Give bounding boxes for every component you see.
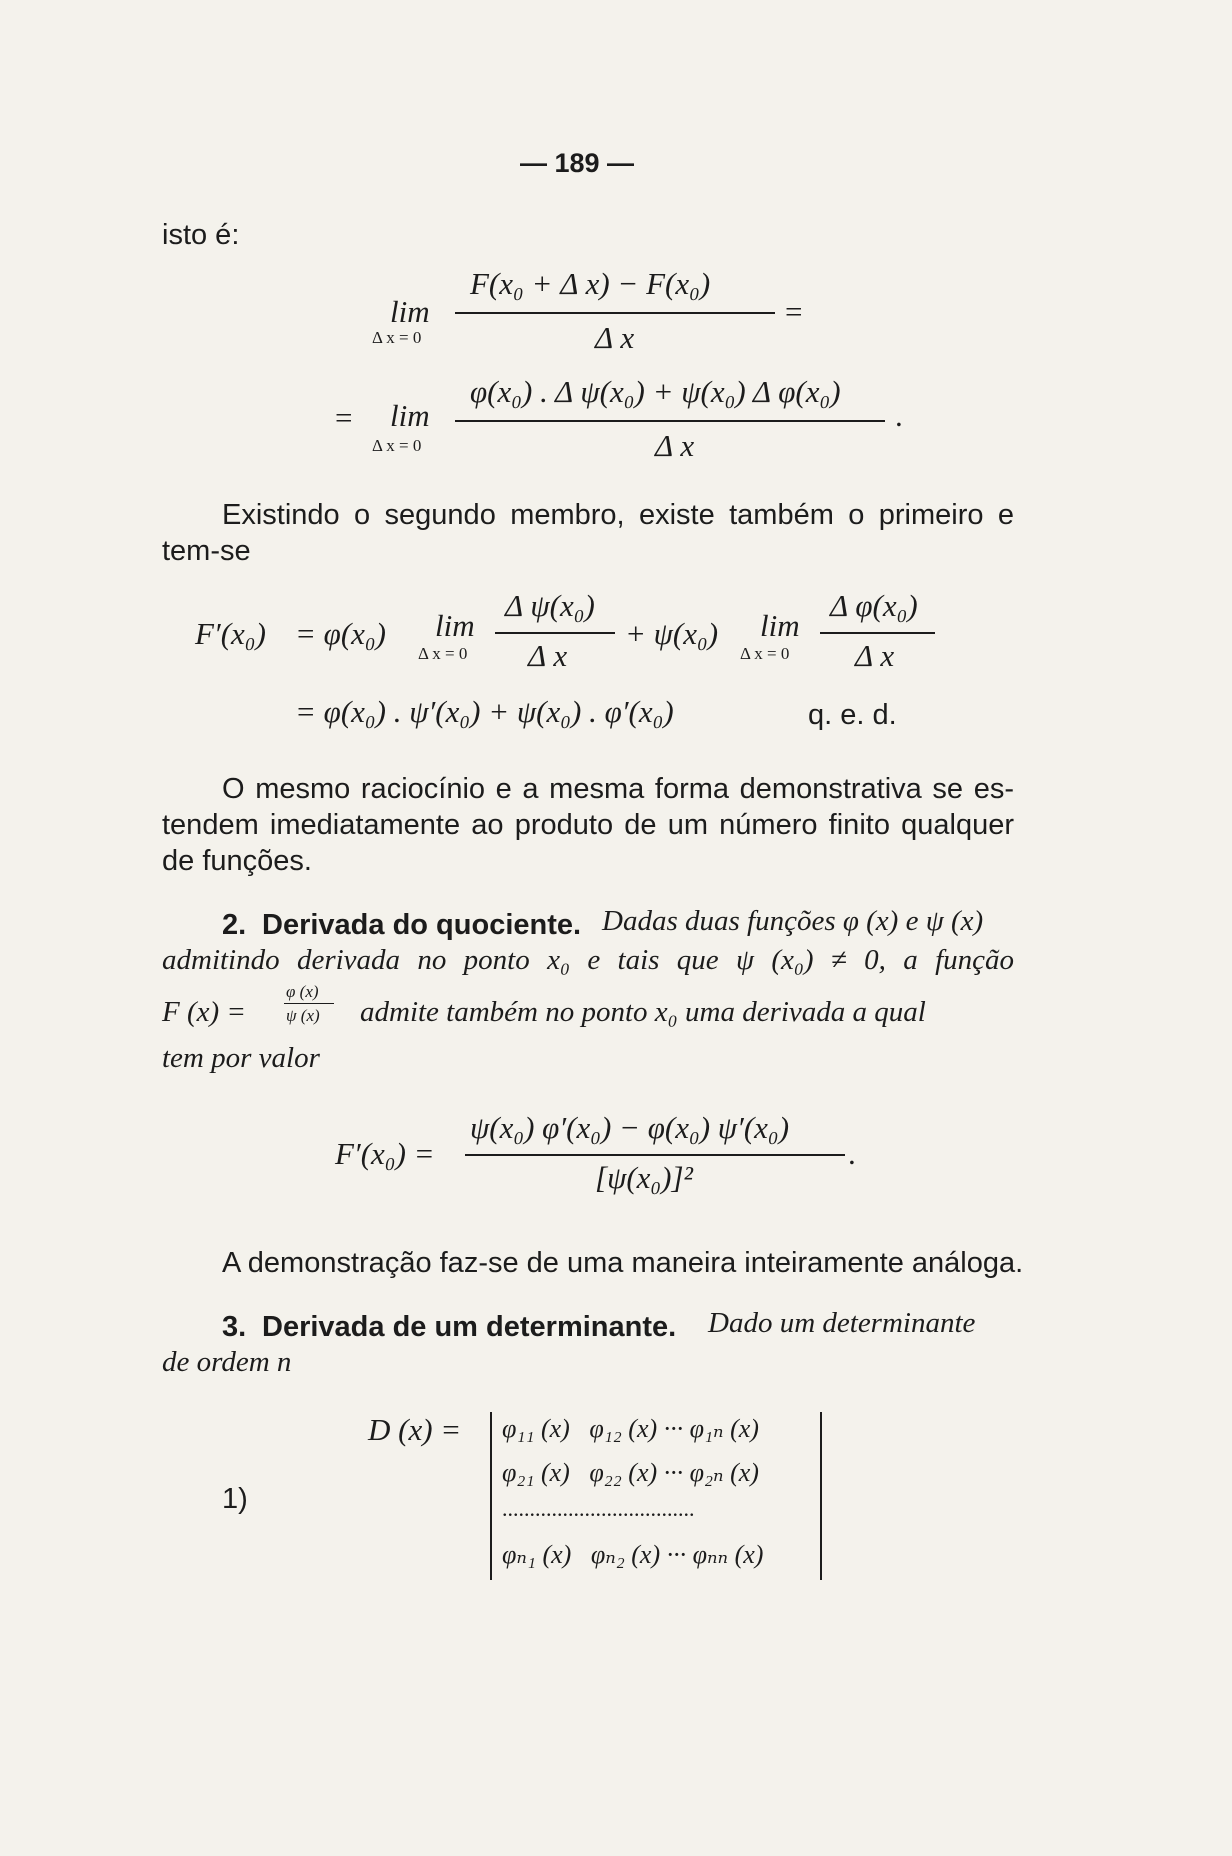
eq1-denominator-2: Δ x	[655, 428, 695, 463]
determinant-left-bar	[490, 1412, 492, 1580]
paragraph-1-line-1: Existindo o segundo membro, existe também o primeiro e	[222, 499, 1014, 531]
eq1-numerator-2: φ(x₀) . Δ ψ(x₀) + ψ(x₀) Δ φ(x₀)	[470, 374, 841, 409]
determinant-row-dots: ...................................	[502, 1496, 695, 1521]
eq2-qed: q. e. d.	[808, 699, 897, 731]
eq1-equals: =	[785, 294, 803, 329]
eq1-numerator: F(x₀ + Δ x) − F(x₀)	[470, 266, 711, 301]
eq3-period: .	[848, 1136, 856, 1171]
eq2-lim-sub-2: Δ x = 0	[740, 644, 790, 663]
eq2-lim-1: lim	[435, 608, 475, 643]
eq2-plus: + ψ(x₀)	[625, 616, 719, 651]
determinant-right-bar	[820, 1412, 822, 1580]
eq1-fraction-bar	[455, 312, 775, 314]
eq1-lim-2: lim	[390, 398, 430, 433]
eq3-numerator: ψ(x₀) φ′(x₀) − φ(x₀) ψ′(x₀)	[470, 1110, 790, 1145]
eq2-frac2-den: Δ x	[855, 638, 895, 673]
section-2-frac-den: ψ (x)	[286, 1006, 320, 1025]
eq3-lhs: F′(x₀) =	[335, 1136, 435, 1171]
section-2-line-3-rest: admite também no ponto x₀ uma derivada a qual	[360, 996, 926, 1028]
eq1-equals-2: =	[335, 400, 353, 435]
intro-label: isto é:	[162, 219, 240, 251]
eq1-lim-sub-2: Δ x = 0	[372, 436, 422, 455]
eq1-denominator: Δ x	[595, 320, 635, 355]
eq1-lim-sub: Δ x = 0	[372, 328, 422, 347]
section-2-frac-num: φ (x)	[286, 982, 319, 1001]
determinant-row-1: φ₁₁ (x) φ₁₂ (x) ··· φ₁ₙ (x)	[502, 1414, 759, 1443]
paragraph-3: A demonstração faz-se de uma maneira inteiramente análoga.	[222, 1247, 1024, 1279]
paragraph-1-line-2: tem-se	[162, 535, 251, 567]
eq2-lim-2: lim	[760, 608, 800, 643]
eq4-label: 1)	[222, 1483, 248, 1515]
eq2-frac1-den: Δ x	[528, 638, 568, 673]
eq1-fraction-bar-2	[455, 420, 885, 422]
eq4-lhs: D (x) =	[368, 1412, 462, 1447]
paragraph-2-line-2: tendem imediatamente ao produto de um número finito qualquer	[162, 809, 1014, 841]
eq3-fraction-bar	[465, 1154, 845, 1156]
section-2-line-1: Dadas duas funções φ (x) e ψ (x)	[602, 905, 984, 937]
section-2-line-4: tem por valor	[162, 1042, 320, 1074]
eq1-lim: lim	[390, 294, 430, 329]
section-3-line-1: Dado um determinante	[708, 1307, 976, 1339]
eq2-frac2-num: Δ φ(x₀)	[830, 588, 918, 623]
paragraph-2-line-1: O mesmo raciocínio e a mesma forma demonstrativa se es-	[222, 773, 1014, 805]
eq2-frac1-bar	[495, 632, 615, 634]
section-3-line-2: de ordem n	[162, 1346, 292, 1378]
eq2-phi: = φ(x₀)	[295, 616, 387, 651]
section-2-number: 2.	[222, 909, 247, 941]
page-number: — 189 —	[520, 148, 635, 178]
eq2-line-2: = φ(x₀) . ψ′(x₀) + ψ(x₀) . φ′(x₀)	[295, 694, 674, 729]
section-2-line-3-lhs: F (x) =	[162, 996, 246, 1028]
eq2-lim-sub-1: Δ x = 0	[418, 644, 468, 663]
eq2-frac1-num: Δ ψ(x₀)	[505, 588, 595, 623]
section-3-title: Derivada de um determinante.	[262, 1311, 677, 1343]
eq2-lhs: F′(x₀)	[195, 616, 266, 651]
eq1-period: .	[895, 398, 903, 433]
section-2-title: Derivada do quociente.	[262, 909, 582, 941]
section-2-line-2: admitindo derivada no ponto x₀ e tais que ψ (x₀) ≠ 0, a função	[162, 944, 1014, 976]
eq2-frac2-bar	[820, 632, 935, 634]
determinant-row-2: φ₂₁ (x) φ₂₂ (x) ··· φ₂ₙ (x)	[502, 1458, 759, 1487]
paragraph-2-line-3: de funções.	[162, 845, 312, 877]
section-2-frac-bar	[284, 1003, 334, 1004]
eq3-denominator: [ψ(x₀)]²	[595, 1160, 693, 1195]
section-3-number: 3.	[222, 1311, 247, 1343]
determinant-row-n: φₙ₁ (x) φₙ₂ (x) ··· φₙₙ (x)	[502, 1540, 764, 1569]
